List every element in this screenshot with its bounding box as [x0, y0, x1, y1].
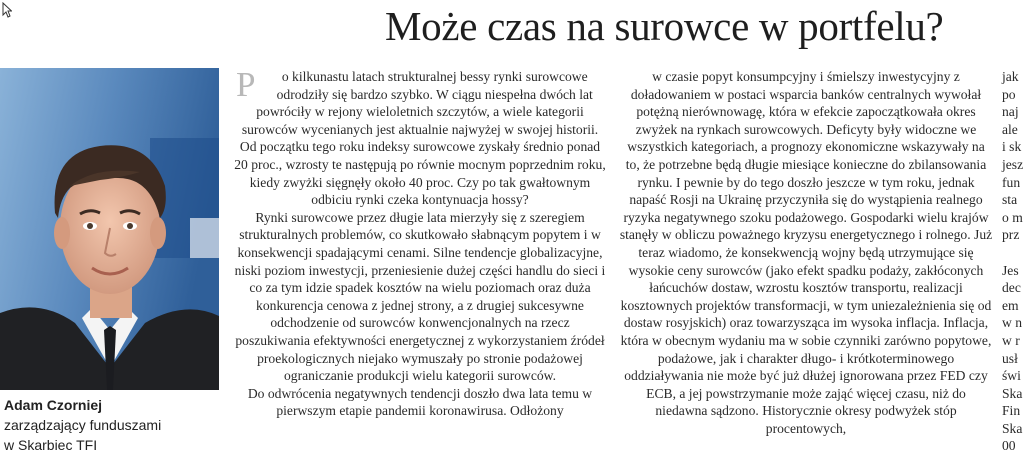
- article-column-2: [619, 68, 993, 437]
- text-fragment: Ska: [1002, 385, 1023, 401]
- text-fragment: Ska: [1002, 420, 1023, 436]
- text-fragment: po: [1002, 86, 1016, 102]
- text-fragment: 00: [1002, 438, 1016, 454]
- text-fragment: fun: [1002, 174, 1021, 190]
- text-fragment: naj: [1002, 104, 1019, 120]
- text-fragment: o m: [1002, 209, 1023, 225]
- article-headline: Może czas na surowce w portfelu?: [385, 3, 944, 49]
- article-column-1: [232, 65, 608, 420]
- paragraph: Do odwrócenia negatywnych tendencji doszło dwa lata temu w pierwszym etapie pandemii koronawirusa. Odłożony: [247, 385, 593, 419]
- text-fragment: usł: [1002, 350, 1018, 366]
- author-name: Adam Czorniej: [4, 397, 103, 413]
- article-column-3-clipped: [1002, 68, 1024, 455]
- text-fragment: prz: [1002, 227, 1020, 243]
- text-fragment: [1002, 244, 1024, 262]
- paragraph-intro: [232, 65, 608, 209]
- text-fragment: w n: [1002, 315, 1023, 331]
- author-photo: [0, 68, 219, 390]
- text-fragment: sta: [1002, 192, 1018, 208]
- author-company: w Skarbiec TFI: [4, 437, 98, 453]
- drop-cap: P: [236, 65, 256, 104]
- paragraph: w czasie popyt konsumpcyjny i śmielszy inwestycyjny z doładowaniem w postaci wsparcia banków centralnych wywołał potężną nierównowagę, która w efekcie zapoczątkowała okres zwyżek na rynkach surowcowych. Deficyty były widoczne we wszystkich kategoriach, a prognozy ekonomiczne wskazywały na to, że potrzebne będą długie miesiące konieczne do zbilansowania rynku. I pewnie by do tego doszło jeszcze w tym roku, jednak napaść Rosji na Ukrainę przyczyniła się do wystąpienia realnego ryzyka negatywnego szoku podażowego. Gospodarki wielu krajów stanęły w obliczu poważnego kryzysu energetycznego i rolnego. Już teraz wiadomo, że konsekwencją wojny będą utrzymujące się wysokie ceny surowców (jako efekt spadku podaży, zakłóconych łańcuchów dostaw, wzrostu kosztów transportu, realizacji kosztownych projektów transformacji, w tym uniezależnienia się od dostaw rosyjskich) oraz towarzysząca im wysoka inflacja. Inflacja, która w obecnym wydaniu ma w sobie czynniki zarówno popytowe, podażowe, jak i charakter długo- i krótkoterminowego oddziaływania nie może być już dłużej ignorowana przez FED czy ECB, a jej powstrzymanie może zająć więcej czasu, niż do niedawna sądzono. Historycznie okresy podwyżek stóp procentowych,: [619, 69, 993, 436]
- text-fragment: i sk: [1002, 139, 1022, 155]
- text-fragment: jesz: [1002, 156, 1024, 172]
- text-fragment: w r: [1002, 332, 1020, 348]
- text-fragment: świ: [1002, 368, 1021, 384]
- text-fragment: em: [1002, 297, 1019, 313]
- mouse-cursor-icon: [2, 2, 12, 18]
- author-caption: [4, 395, 219, 455]
- author-role: zarządzający funduszami: [4, 417, 162, 433]
- text-fragment: jak: [1002, 69, 1019, 84]
- text-fragment: Fin: [1002, 403, 1021, 419]
- text-fragment: Jes: [1002, 262, 1019, 278]
- paragraph-text: o kilkunastu latach strukturalnej bessy rynki surowcowe odrodziły się bardzo szybko. W ciągu niespełna dwóch lat powróciły w rejony wieloletnich szczytów, a wiele kategorii surowców wycenianych jest aktualnie najwyżej w swojej historii. Od początku tego roku indeksy surowcowe zyskały średnio ponad 20 proc., wzrosty te następują po równie mocnym poprzednim roku, kiedy zwyżki sięgnęły około 40 proc. Czy po tak gwałtownym odbiciu rynki czeka kontynuacja hossy?: [234, 69, 606, 208]
- paragraph: Rynki surowcowe przez długie lata mierzyły się z szeregiem strukturalnych problemów, co skutkowało słabnącym popytem i w konsekwencji spadającymi cenami. Silne tendencje globalizacyjne, niski poziom inwestycji, przeniesienie dużej części handlu do sieci i co za tym idzie spadek kosztów na wielu poziomach oraz duża konkurencja cenowa z jednej strony, a z drugiej sukcesywne odchodzenie od surowców konwencjonalnych na rzecz poszukiwania efektywności energetycznej z wykorzystaniem źródeł proekologicznych niejako wymuszały po stronie podażowej ograniczanie produkcji wielu kategorii surowców.: [234, 209, 606, 384]
- text-fragment: ale: [1002, 121, 1018, 137]
- text-fragment: dec: [1002, 280, 1021, 296]
